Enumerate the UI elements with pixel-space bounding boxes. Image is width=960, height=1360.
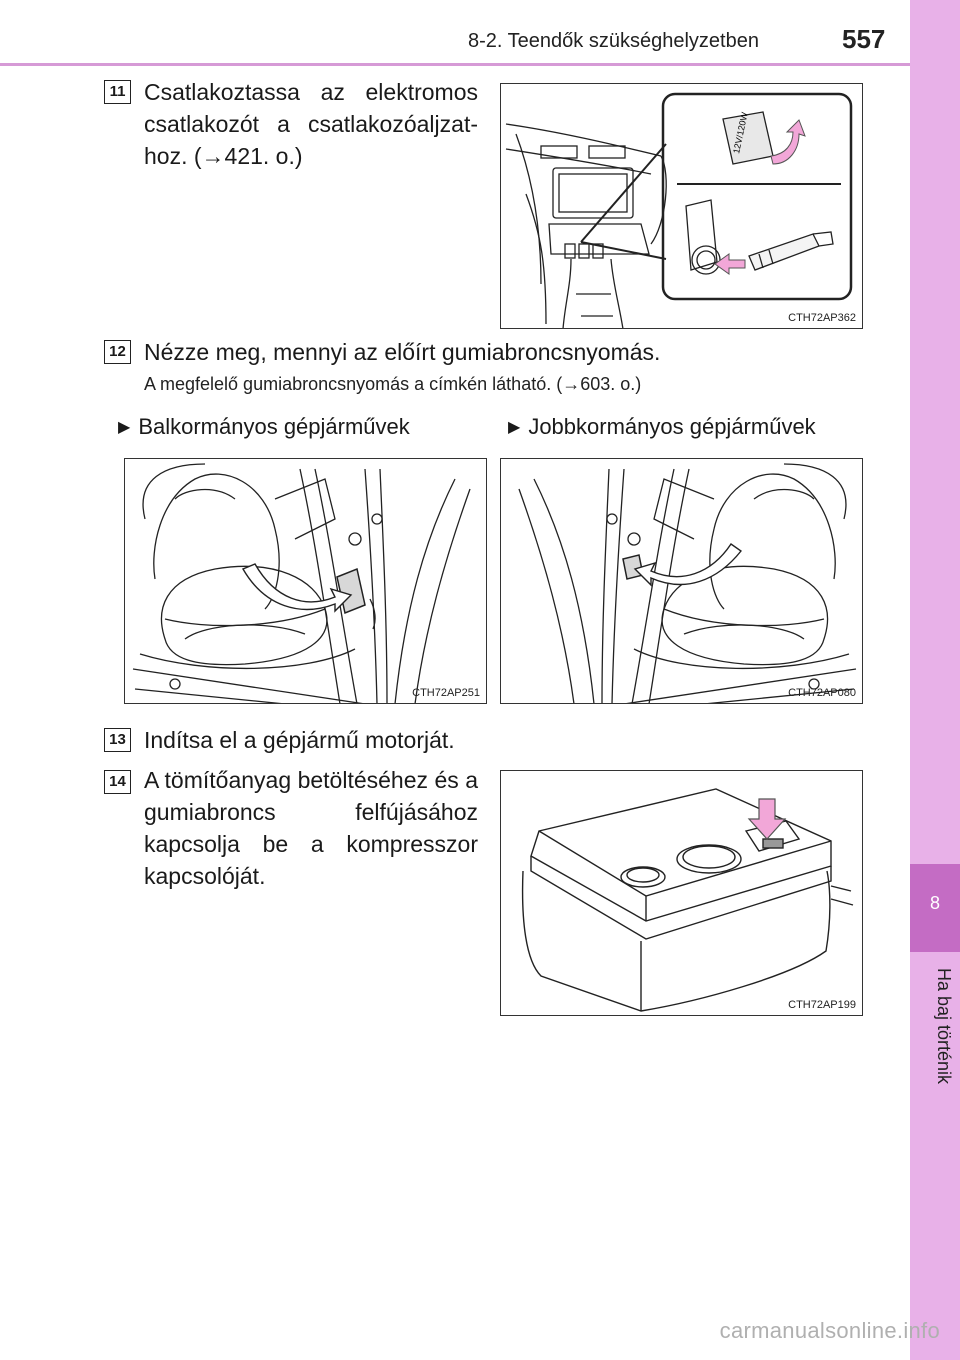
triangle-bullet-icon: ▶ [118, 419, 131, 436]
power-outlet-illustration [501, 84, 863, 329]
step-11-text: Csatlakoztassa az elektromos csatlakozót a csatlakozóaljzat-hoz. (→421. o.) [144, 79, 478, 169]
left-hand-drive-heading [118, 414, 410, 440]
figure-tire-label-left [124, 458, 487, 704]
section-title: 8-2. Teendők szükséghelyzetben [468, 30, 759, 52]
pointer-arrow-icon [635, 544, 741, 585]
step-number-12: 12 [104, 340, 131, 364]
watermark: carmanualsonline.info [719, 1318, 940, 1343]
chapter-number: 8 [929, 893, 940, 913]
step-12-text: Nézze meg, mennyi az előírt gumiabroncsnyomás. [144, 339, 661, 365]
step-12-note: A megfelelő gumiabroncsnyomás a címkén látható. (→603. o.) [144, 374, 642, 394]
step-number-14: 14 [104, 770, 131, 794]
figure-caption: CTH72AP080 [788, 687, 856, 699]
step-number-13: 13 [104, 728, 131, 752]
tire-pressure-label [337, 569, 365, 613]
figure-compressor-switch [500, 770, 863, 1016]
triangle-bullet-icon: ▶ [508, 419, 521, 436]
step-number-11: 11 [104, 80, 131, 104]
right-hand-drive-label: Jobbkormányos gépjárművek [528, 414, 816, 439]
right-hand-drive-heading [508, 414, 816, 440]
chapter-sidebar [910, 0, 960, 1360]
seat-pillar-illustration-right [501, 459, 863, 704]
figure-power-outlet [500, 83, 863, 329]
page-number: 557 [842, 24, 886, 54]
figure-tire-label-right [500, 458, 863, 704]
lift-arrow-icon [771, 120, 805, 164]
seat-pillar-illustration-left [125, 459, 487, 704]
compressor-illustration [501, 771, 863, 1016]
outlet-rating-label: 12V/120W [731, 111, 750, 155]
header-rule [0, 63, 910, 66]
figure-caption: CTH72AP199 [788, 999, 856, 1011]
chapter-title: Ha baj történik [934, 968, 954, 1085]
press-arrow-icon [749, 799, 785, 839]
figure-caption: CTH72AP251 [412, 687, 480, 699]
left-hand-drive-label: Balkormányos gépjárművek [138, 414, 410, 439]
step-14-text: A tömítőanyag betöltéséhez és a gumiabroncs felfújásához kapcsolja be a kompresszor kapcsolóját. [144, 767, 478, 889]
step-13-text: Indítsa el a gépjármű motorját. [144, 727, 455, 753]
figure-caption: CTH72AP362 [788, 312, 856, 324]
